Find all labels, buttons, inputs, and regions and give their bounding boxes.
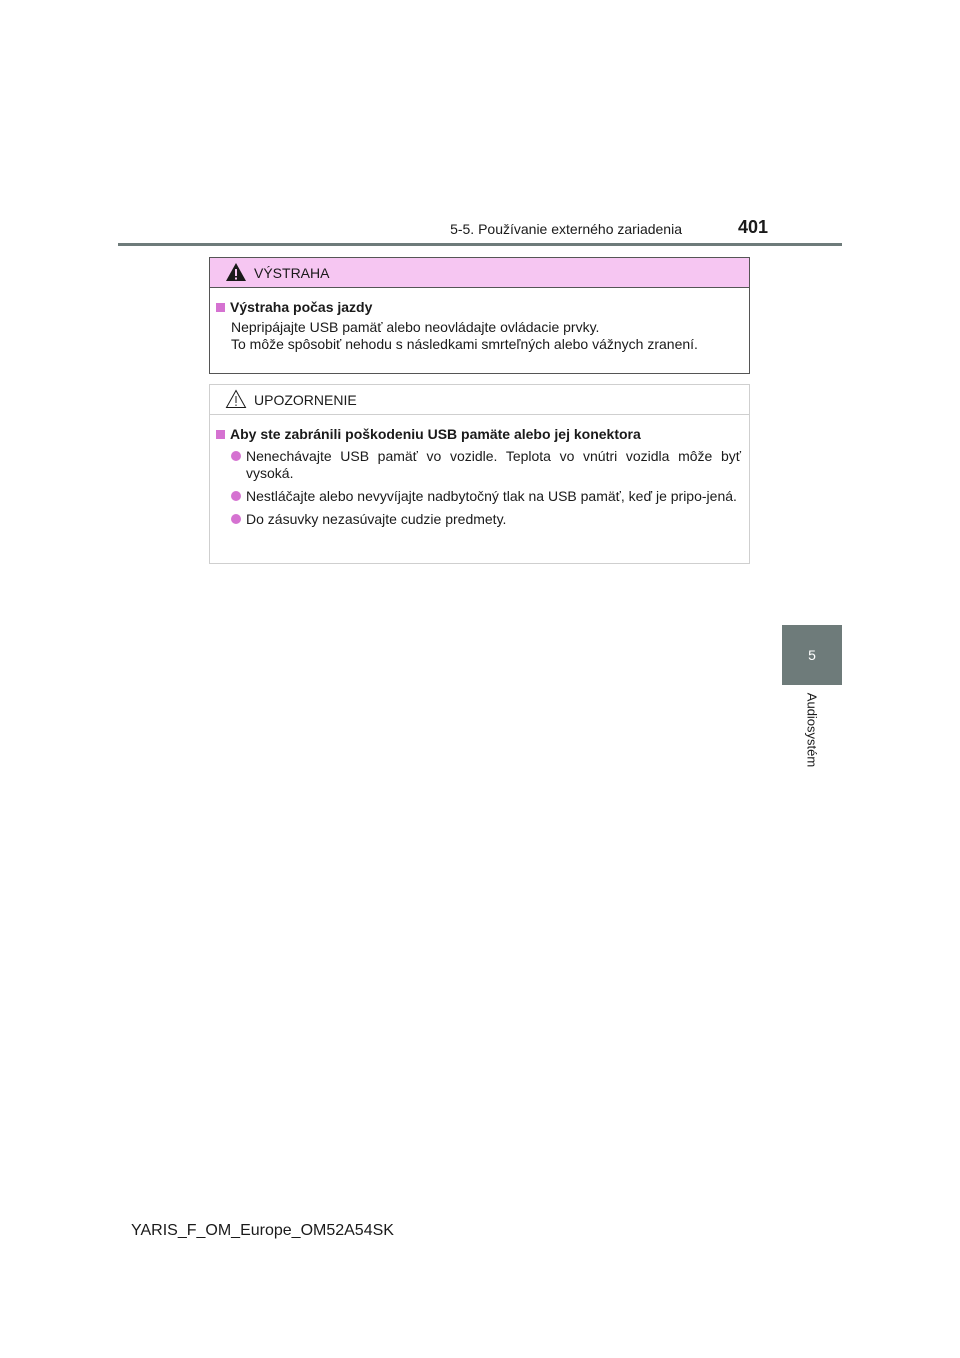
header-divider (118, 243, 842, 246)
caution-bullet-text: Nenechávajte USB pamäť vo vozidle. Teplota vo vnútri vozidla môže byť vysoká. (246, 448, 741, 481)
caution-bullet-text: Do zásuvky nezasúvajte cudzie predmety. (246, 511, 507, 527)
document-code: YARIS_F_OM_Europe_OM52A54SK (131, 1222, 394, 1239)
warning-line: To môže spôsobiť nehodu s následkami smrteľných alebo vážnych zranení. (231, 336, 698, 352)
warning-triangle-outline-icon (225, 389, 247, 409)
round-bullet-icon (231, 451, 241, 461)
caution-box (209, 384, 750, 564)
warning-line: Nepripájajte USB pamäť alebo neovládajte ovládacie prvky. (231, 319, 600, 335)
warning-subheading (216, 299, 741, 316)
caution-bullet (231, 511, 741, 528)
chapter-label: Audiosystém (804, 692, 820, 768)
round-bullet-icon (231, 514, 241, 524)
chapter-number: 5 (808, 647, 816, 663)
caution-bullet-text: Nestláčajte alebo nevyvíjajte nadbytočný tlak na USB pamäť, keď je pripo-jená. (246, 488, 737, 504)
caution-subheading-text: Aby ste zabránili poškodeniu USB pamäte alebo jej konektora (230, 426, 641, 442)
caution-box-header (210, 385, 749, 415)
round-bullet-icon (231, 491, 241, 501)
chapter-tab (782, 625, 842, 685)
caution-bullet (231, 488, 741, 505)
warning-box-body (210, 288, 749, 353)
warning-triangle-filled-icon (225, 262, 247, 282)
caution-subheading (216, 426, 741, 443)
caution-box-body (210, 415, 749, 528)
section-title: 5-5. Používanie externého zariadenia (450, 221, 682, 237)
square-bullet-icon (216, 303, 225, 312)
warning-box-header (210, 258, 749, 288)
caution-bullet (231, 448, 741, 482)
caution-box-title: UPOZORNENIE (254, 392, 357, 408)
page-number: 401 (738, 217, 769, 237)
warning-text (231, 319, 741, 353)
warning-subheading-text: Výstraha počas jazdy (230, 299, 373, 315)
square-bullet-icon (216, 430, 225, 439)
warning-box-title: VÝSTRAHA (254, 265, 330, 281)
warning-box (209, 257, 750, 374)
